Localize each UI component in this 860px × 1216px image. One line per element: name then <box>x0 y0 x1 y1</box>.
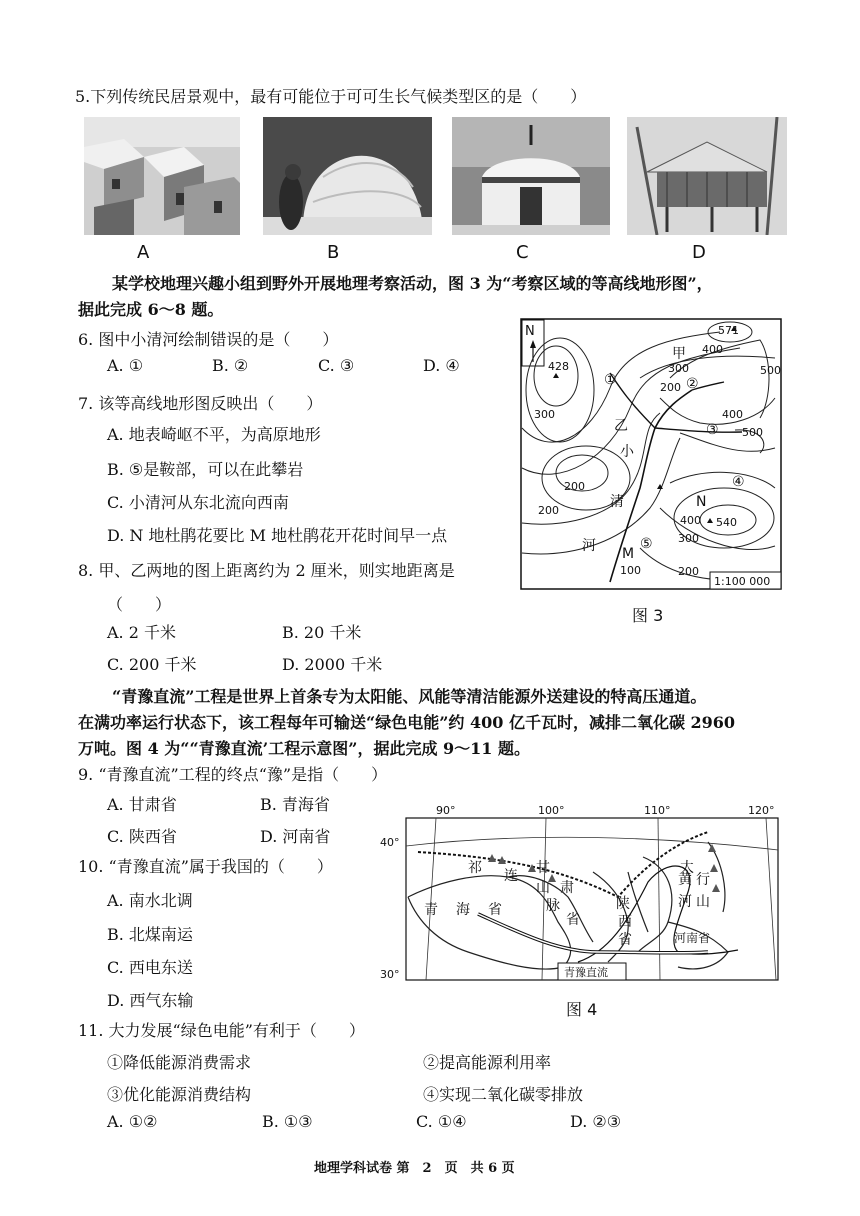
map-label-char: 省 <box>618 932 632 948</box>
q8-option-b: B. 20 千米 <box>282 623 362 642</box>
map-label-char: 河 <box>678 894 692 910</box>
peak-label-428: 428 <box>548 360 569 373</box>
qingyu-map-figure <box>378 802 780 984</box>
q7-stem: 7. 该等高线地形图反映出（ ） <box>78 394 323 413</box>
photo-c-yurt <box>452 117 610 235</box>
map-label-char: 行 <box>696 872 710 888</box>
map-label-char: 陕 <box>616 896 630 912</box>
map-label-char: 海 <box>456 902 470 918</box>
map-label-char: 肃 <box>560 880 574 896</box>
peak-label-540: 540 <box>716 516 737 529</box>
map-label-char: 省 <box>488 902 502 918</box>
q11-option-d: D. ②③ <box>570 1112 622 1131</box>
intro-9-11-line2: 在满功率运行状态下，该工程每年可输送“绿色电能”约 400 亿千瓦时，减排二氧化碳 2960 <box>78 713 736 732</box>
contour-map-figure <box>520 318 782 590</box>
q11-item-1: ①降低能源消费需求 <box>107 1053 252 1072</box>
scale-label: 1:100 000 <box>714 575 771 588</box>
photo-label-c: C <box>516 242 529 263</box>
place-yi: 乙 <box>614 418 628 434</box>
map-label-char: 西 <box>618 914 632 930</box>
photo-d-stilt-house <box>627 117 787 235</box>
contour-label: 200 <box>660 381 681 394</box>
q8-blank: （ ） <box>107 595 172 614</box>
intro-6-8-line2: 据此完成 6～8 题。 <box>78 300 224 319</box>
contour-label: 200 <box>538 504 559 517</box>
q11-option-c: C. ①④ <box>416 1112 467 1131</box>
lat-label-40: 40° <box>380 836 400 849</box>
map-label-char: 山 <box>696 894 710 910</box>
q10-stem: 10. “青豫直流”属于我国的（ ） <box>78 857 333 876</box>
q6-option-a: A. ① <box>107 356 144 375</box>
map-label-char: 省 <box>566 912 580 928</box>
lat-label-30: 30° <box>380 968 400 981</box>
mark-5: ⑤ <box>640 536 653 552</box>
q7-option-a: A. 地表崎岖不平，为高原地形 <box>107 425 321 444</box>
mark-3: ③ <box>706 422 719 438</box>
q10-option-c: C. 西电东送 <box>107 958 193 977</box>
photo-label-a: A <box>137 242 150 263</box>
place-n: N <box>696 494 707 510</box>
place-m: M <box>622 546 635 562</box>
river-name-char: 小 <box>620 444 634 460</box>
q10-option-b: B. 北煤南运 <box>107 925 193 944</box>
north-label: N <box>525 324 535 339</box>
map-label-char: 山 <box>536 880 550 896</box>
mark-4: ④ <box>732 474 745 490</box>
contour-label: 300 <box>678 532 699 545</box>
q11-stem: 11. 大力发展“绿色电能”有利于（ ） <box>78 1021 365 1040</box>
lon-label-100: 100° <box>538 804 565 817</box>
q7-option-d: D. N 地杜鹃花要比 M 地杜鹃花开花时间早一点 <box>107 526 448 545</box>
q10-option-d: D. 西气东输 <box>107 991 194 1010</box>
q6-option-d: D. ④ <box>423 356 460 375</box>
contour-label: 400 <box>722 408 743 421</box>
q5-stem: 5.下列传统民居景观中，最有可能位于可可生长气候类型区的是（ ） <box>75 87 587 106</box>
q11-option-a: A. ①② <box>107 1112 158 1131</box>
q6-option-b: B. ② <box>212 356 249 375</box>
q7-option-b: B. ⑤是鞍部，可以在此攀岩 <box>107 460 304 479</box>
q8-option-d: D. 2000 千米 <box>282 655 383 674</box>
q8-option-c: C. 200 千米 <box>107 655 197 674</box>
q11-item-4: ④实现二氧化碳零排放 <box>423 1085 584 1104</box>
q11-option-b: B. ①③ <box>262 1112 313 1131</box>
contour-label: 200 <box>678 565 699 578</box>
q9-option-a: A. 甘肃省 <box>107 795 177 814</box>
contour-label: 400 <box>702 343 723 356</box>
q8-stem: 8. 甲、乙两地的图上距离约为 2 厘米，则实地距离是 <box>78 561 455 580</box>
contour-label: 500 <box>742 426 763 439</box>
legend-label: 青豫直流 <box>564 966 608 979</box>
page-footer: 地理学科试卷 第 2 页 共 6 页 <box>314 1161 515 1176</box>
intro-6-8-line1: 某学校地理兴趣小组到野外开展地理考察活动，图 3 为“考察区域的等高线地形图”， <box>112 274 713 293</box>
contour-label: 200 <box>564 480 585 493</box>
q7-option-c: C. 小清河从东北流向西南 <box>107 493 289 512</box>
q6-option-c: C. ③ <box>318 356 355 375</box>
place-jia: 甲 <box>672 346 686 362</box>
map-label-henan: 河南省 <box>674 931 711 945</box>
lon-label-120: 120° <box>748 804 775 817</box>
q6-stem: 6. 图中小清河绘制错误的是（ ） <box>78 330 339 349</box>
q9-option-d: D. 河南省 <box>260 827 331 846</box>
lon-label-110: 110° <box>644 804 671 817</box>
lon-label-90: 90° <box>436 804 456 817</box>
intro-9-11-line1: “青豫直流”工程是世界上首条专为太阳能、风能等清洁能源外送建设的特高压通道。 <box>112 687 707 706</box>
figure-3-caption: 图 3 <box>632 606 664 625</box>
figure-4-caption: 图 4 <box>566 1000 598 1019</box>
map-label-char: 甘 <box>536 860 550 876</box>
q10-option-a: A. 南水北调 <box>107 891 193 910</box>
contour-label: 500 <box>760 364 781 377</box>
contour-label: 100 <box>620 564 641 577</box>
photo-b-igloo <box>263 117 432 235</box>
q9-stem: 9. “青豫直流”工程的终点“豫”是指（ ） <box>78 765 388 784</box>
q8-option-a: A. 2 千米 <box>107 623 176 642</box>
river-name-char: 河 <box>582 538 596 554</box>
river-name-char: 清 <box>610 494 624 510</box>
map-label-char: 太 <box>680 860 694 876</box>
photo-label-d: D <box>692 242 706 263</box>
contour-label: 300 <box>534 408 555 421</box>
map-label-char: 脉 <box>546 898 560 914</box>
intro-9-11-line3: 万吨。图 4 为““青豫直流’工程示意图”，据此完成 9～11 题。 <box>78 739 530 758</box>
mark-1: ① <box>604 372 617 388</box>
map-label-char: 黄 <box>678 872 692 888</box>
map-label-char: 祁 <box>468 860 482 876</box>
q11-item-2: ②提高能源利用率 <box>423 1053 552 1072</box>
mark-2: ② <box>686 376 699 392</box>
q9-option-b: B. 青海省 <box>260 795 330 814</box>
map-label-char: 连 <box>504 868 518 884</box>
map-label-char: 青 <box>424 902 438 918</box>
peak-label-571: 571 <box>718 324 739 337</box>
photo-a-flat-roof-houses <box>84 117 240 235</box>
contour-label: 300 <box>668 362 689 375</box>
q11-item-3: ③优化能源消费结构 <box>107 1085 252 1104</box>
q9-option-c: C. 陕西省 <box>107 827 177 846</box>
photo-label-b: B <box>327 242 340 263</box>
contour-label: 400 <box>680 514 701 527</box>
